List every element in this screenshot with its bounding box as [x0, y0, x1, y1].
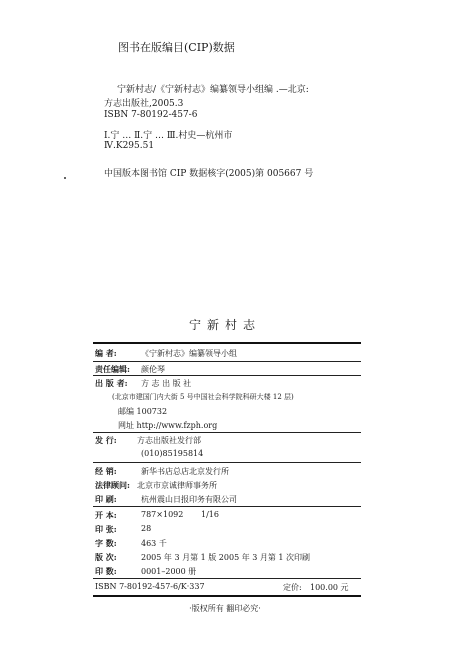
distributor-value: 方志出版社发行部: [137, 436, 201, 445]
print-run-label: 印 数:: [95, 566, 117, 576]
bottom-rule: [93, 595, 361, 597]
publisher-value: 方 志 出 版 社: [141, 379, 192, 388]
legal-counsel-value: 北京市京诚律师事务所: [137, 481, 217, 490]
legal-counsel-label: 法律顾问:: [95, 480, 130, 490]
format-label: 开 本:: [95, 510, 117, 520]
distributor-label: 发 行:: [95, 435, 117, 445]
edition-value: 2005 年 3 月第 1 版 2005 年 3 月第 1 次印刷: [141, 553, 311, 562]
cip-line-1: 宁新村志/《宁新村志》编纂领导小组编 .—北京:: [117, 85, 309, 95]
printer-value: 杭州震山日报印务有限公司: [141, 495, 237, 504]
price-value: 100.00 元: [310, 583, 349, 592]
rule: [93, 432, 361, 433]
printer-label: 印 刷:: [95, 494, 117, 504]
sheets-value: 28: [141, 524, 152, 533]
publisher-label: 出 版 者:: [95, 378, 128, 388]
rule: [93, 506, 361, 507]
book-title: 宁新村志: [188, 318, 261, 332]
editor-label: 编 者:: [95, 348, 117, 358]
website: 网址 http://www.fzph.org: [118, 421, 218, 430]
rule: [93, 375, 361, 376]
cip-heading: 图书在版编目(CIP)数据: [118, 41, 235, 54]
rule: [93, 361, 361, 362]
postcode: 邮编 100732: [118, 407, 168, 416]
seller-value: 新华书店总店北京发行所: [141, 467, 229, 476]
cip-line-3: ISBN 7-80192-457-6: [104, 110, 198, 120]
isbn-line: ISBN 7-80192-457-6/K·337: [95, 582, 205, 591]
sheets-label: 印 张:: [95, 524, 117, 534]
edition-label: 版 次:: [95, 552, 117, 562]
copyright-notice: ·版权所有 翻印必究·: [189, 604, 261, 613]
top-rule: [93, 342, 361, 344]
cip-line-6: 中国版本图书馆 CIP 数据核字(2005)第 005667 号: [104, 169, 314, 179]
resp-editor-value: 颜伦琴: [141, 365, 165, 374]
cip-line-2: 方志出版社,2005.3: [104, 99, 184, 109]
word-count-label: 字 数:: [95, 538, 117, 548]
distributor-phone: (010)85195814: [141, 449, 204, 458]
editor-value: 《宁新村志》编纂领导小组: [141, 349, 237, 358]
print-run-value: 0001–2000 册: [141, 567, 197, 576]
seller-label: 经 销:: [95, 466, 117, 476]
publisher-address: (北京市建国门内大街 5 号中国社会科学院科研大楼 12 层): [112, 393, 294, 401]
resp-editor-label: 责任编辑:: [95, 364, 130, 374]
price-label: 定价:: [283, 583, 302, 592]
rule: [93, 578, 361, 579]
cip-line-5: Ⅳ.K295.51: [104, 141, 155, 151]
cip-line-4: Ⅰ.宁 … Ⅱ.宁 … Ⅲ.村史—杭州市: [104, 131, 233, 141]
format-value: 787×1092: [141, 510, 184, 519]
format-fold: 1/16: [201, 510, 219, 519]
word-count-value: 463 千: [141, 539, 167, 548]
speck-mark: [64, 177, 66, 179]
rule: [93, 462, 361, 463]
